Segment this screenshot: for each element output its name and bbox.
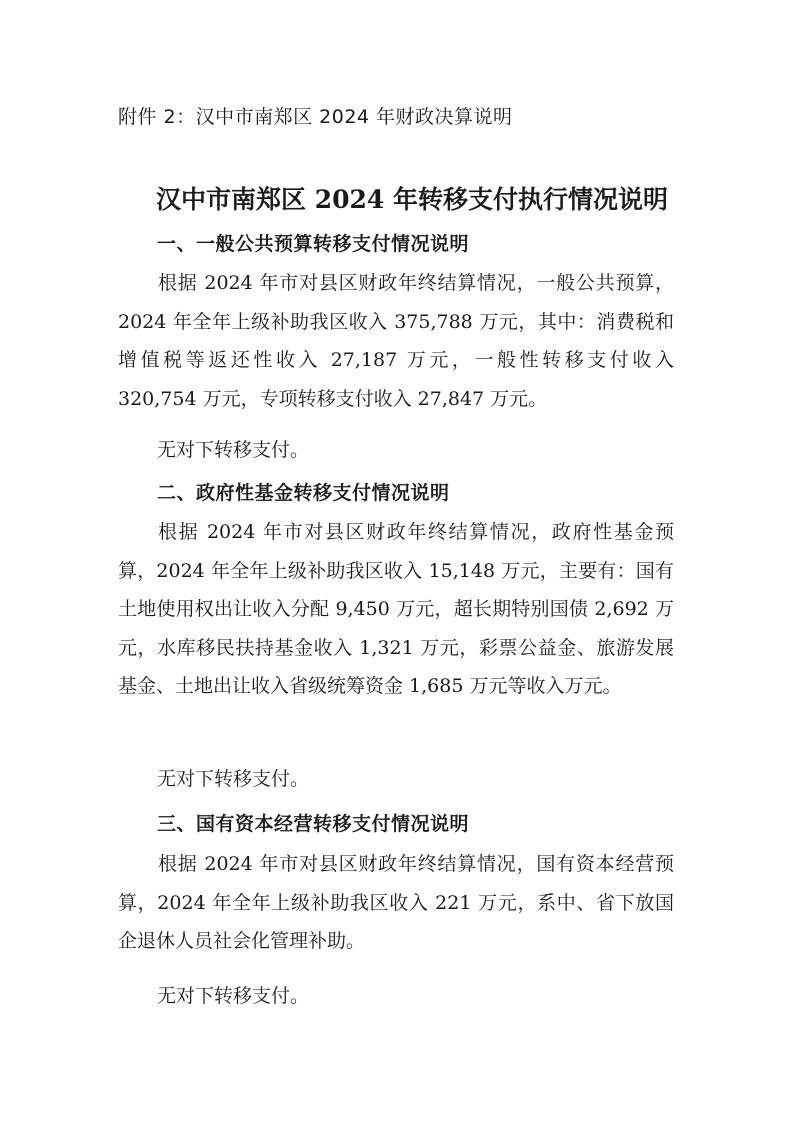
section-paragraph-government-fund: 根据 2024 年市对县区财政年终结算情况，政府性基金预算，2024 年全年上级补助我区收入 15,148 万元，主要有：国有土地使用权出让收入分配 9,450 万元，超长期特别国债 2,692 万元，水库移民扶持基金收入 1,321 万元，彩票公益金、旅游发展基金、土地出让收入省级统筹资金 1,685 万元等收入万元。: [118, 521, 674, 697]
section-heading-general-budget: 一、一般公共预算转移支付情况说明: [157, 233, 470, 255]
section-note-state-capital: 无对下转移支付。: [157, 985, 310, 1007]
section-paragraph-state-capital: 根据 2024 年市对县区财政年终结算情况，国有资本经营预算，2024 年全年上级补助我区收入 221 万元，系中、省下放国企退休人员社会化管理补助。: [118, 853, 674, 952]
section-note-general-budget: 无对下转移支付。: [157, 439, 310, 461]
section-heading-government-fund: 二、政府性基金转移支付情况说明: [157, 482, 450, 504]
document-title: 汉中市南郑区 2024 年转移支付执行情况说明: [156, 185, 668, 214]
section-note-government-fund: 无对下转移支付。: [157, 768, 310, 790]
section-heading-state-capital: 三、国有资本经营转移支付情况说明: [157, 813, 470, 835]
attachment-label: 附件 2：汉中市南郑区 2024 年财政决算说明: [118, 106, 513, 128]
section-paragraph-general-budget: 根据 2024 年市对县区财政年终结算情况，一般公共预算，2024 年全年上级补助我区收入 375,788 万元，其中：消费税和增值税等返还性收入 27,187 万元，一般性转移支付收入 320,754 万元，专项转移支付收入 27,847 万元。: [118, 272, 674, 410]
